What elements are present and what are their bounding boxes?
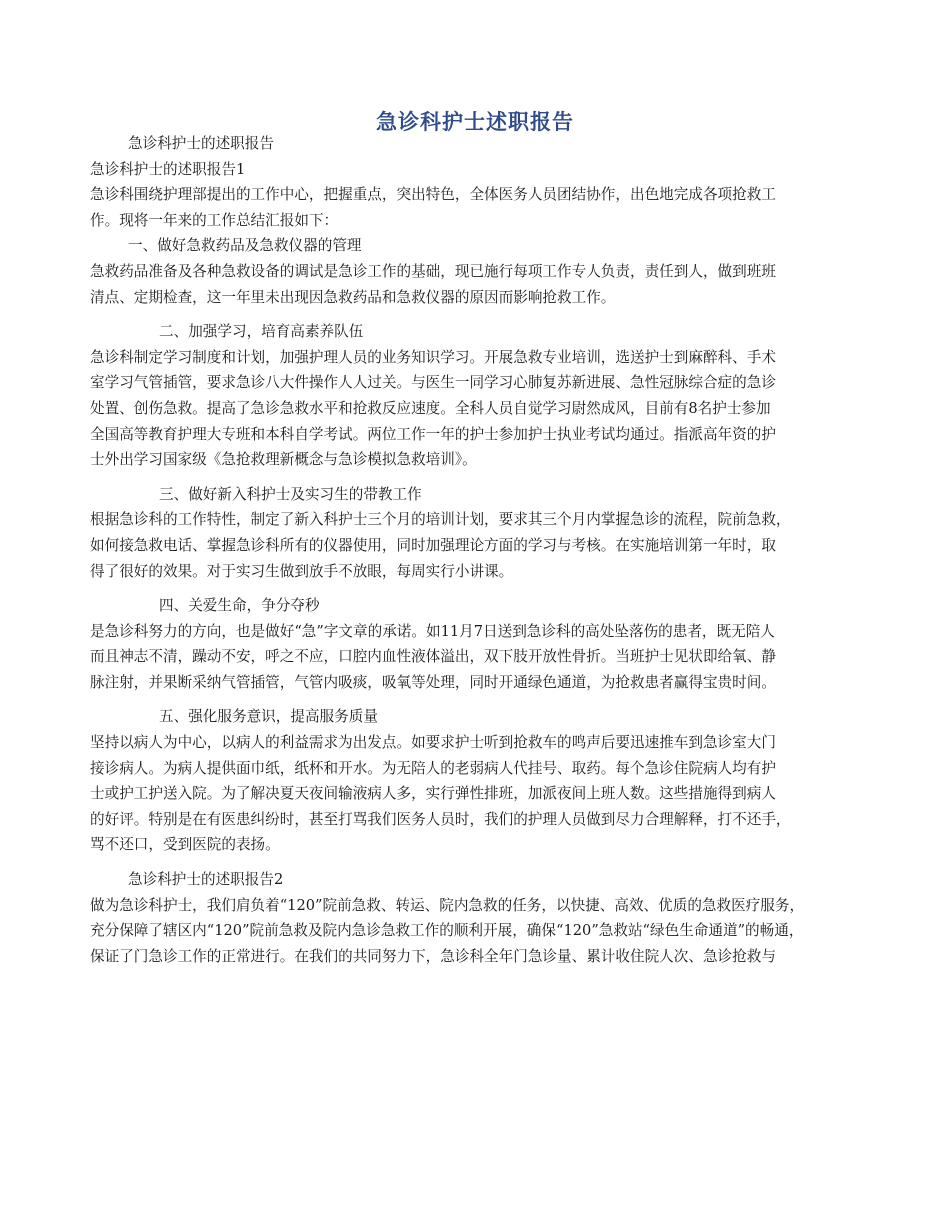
report-heading-1: 急诊科护士的述职报告1: [90, 160, 246, 178]
paragraph-line: 做为急诊科护士，我们肩负着“120”院前急救、转运、院内急救的任务，以快捷、高效、优质的急救医疗服务，: [90, 896, 805, 914]
document-body: [90, 131, 870, 969]
paragraph-line: 保证了门急诊工作的正常进行。在我们的共同努力下，急诊科全年门急诊量、累计收住院人次、急诊抢救与: [90, 947, 776, 965]
paragraph-line: 清点、定期检查，这一年里未出现因急救药品和急救仪器的原因而影响抢救工作。: [90, 288, 616, 306]
paragraph-line: 急诊科制定学习制度和计划，加强护理人员的业务知识学习。开展急救专业培训，选送护士到麻醉科、手术: [90, 348, 776, 366]
paragraph-line: 的好评。特别是在有医患纠纷时，甚至打骂我们医务人员时，我们的护理人员做到尽力合理解释，打不还手，: [90, 810, 791, 828]
paragraph-line: 急救药品准备及各种急救设备的调试是急诊工作的基础，现已施行每项工作专人负责，责任到人，做到班班: [90, 262, 776, 280]
paragraph-line: 骂不还口，受到医院的表扬。: [90, 836, 280, 854]
paragraph-line: 全国高等教育护理大专班和本科自学考试。两位工作一年的护士参加护士执业考试均通过。指派高年资的护: [90, 425, 776, 443]
paragraph-line: 充分保障了辖区内“120”院前急救及院内急诊急救工作的顺利开展，确保“120”急救站“绿色生命通道”的畅通，: [90, 922, 804, 940]
paragraph-line: 得了很好的效果。对于实习生做到放手不放眼，每周实行小讲课。: [90, 562, 514, 580]
report-heading-2: 急诊科护士的述职报告2: [128, 871, 284, 889]
section-heading-5: 五、强化服务意识，提高服务质量: [159, 708, 378, 726]
section-heading-1: 一、做好急救药品及急救仪器的管理: [128, 237, 362, 255]
section-heading-3: 三、做好新入科护士及实习生的带教工作: [159, 485, 422, 503]
paragraph-line: 处置、创伤急救。提高了急诊急救水平和抢救反应速度。全科人员自觉学习尉然成风，目前有8名护士参加: [90, 399, 771, 417]
paragraph-line: 如何接急救电话、掌握急诊科所有的仪器使用，同时加强理论方面的学习与考核。在实施培训第一年时，取: [90, 536, 776, 554]
paragraph-line: 士外出学习国家级《急抢救理新概念与急诊模拟急救培训》。: [90, 451, 477, 469]
section-heading-4: 四、关爱生命，争分夺秒: [159, 597, 320, 615]
paragraph-line: 作。现将一年来的工作总结汇报如下：: [90, 211, 339, 229]
subtitle-line: 急诊科护士的述职报告: [128, 135, 274, 152]
paragraph-line: 是急诊科努力的方向，也是做好“急”字文章的承诺。如11月7日送到急诊科的高处坠落伤的患者，既无陪人: [90, 622, 775, 640]
paragraph-line: 士或护工护送入院。为了解决夏天夜间输液病人多，实行弹性排班，加派夜间上班人数。这些措施得到病人: [90, 785, 776, 803]
paragraph-line: 脉注射，并果断采纳气管插管，气管内吸痰，吸氧等处理，同时开通绿色通道，为抢救患者赢得宝贵时间。: [90, 673, 776, 691]
paragraph-line: 急诊科围绕护理部提出的工作中心，把握重点，突出特色，全体医务人员团结协作，出色地完成各项抢救工: [90, 186, 776, 204]
document-title: 急诊科护士述职报告: [376, 110, 574, 134]
section-heading-2: 二、加强学习，培育高素养队伍: [159, 323, 364, 341]
paragraph-line: 坚持以病人为中心，以病人的利益需求为出发点。如要求护士听到抢救车的鸣声后要迅速推车到急诊室大门: [90, 734, 776, 752]
paragraph-line: 接诊病人。为病人提供面巾纸，纸杯和开水。为无陪人的老弱病人代挂号、取药。每个急诊住院病人均有护: [90, 759, 776, 777]
paragraph-line: 而且神志不清，躁动不安，呼之不应，口腔内血性液体溢出，双下肢开放性骨折。当班护士见状即给氧、静: [90, 648, 776, 666]
paragraph-line: 室学习气管插管，要求急诊八大件操作人人过关。与医生一同学习心肺复苏新进展、急性冠脉综合症的急诊: [90, 374, 776, 392]
paragraph-line: 根据急诊科的工作特性，制定了新入科护士三个月的培训计划，要求其三个月内掌握急诊的流程，院前急救，: [90, 511, 791, 529]
